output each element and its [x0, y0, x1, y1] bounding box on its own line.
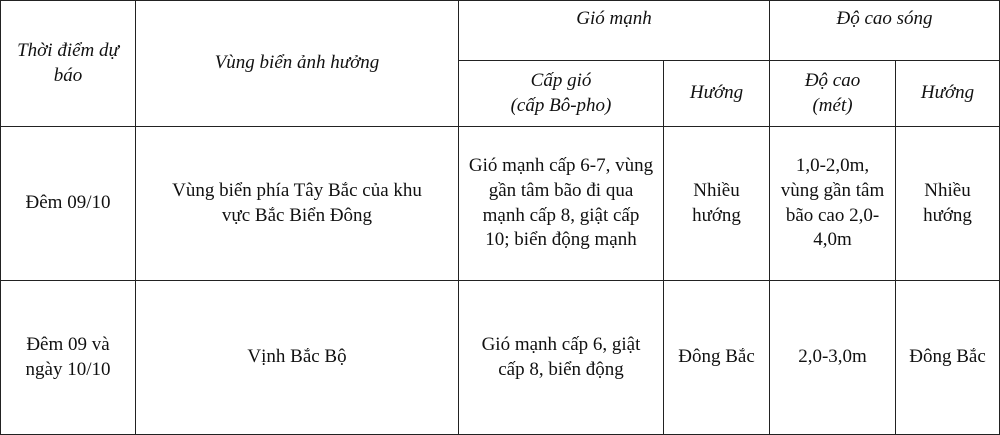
- header-wave-height-line2: (mét): [812, 94, 853, 116]
- cell-wind-direction: [664, 127, 770, 281]
- cell-time: [1, 281, 136, 435]
- cell-wind-level: [459, 281, 664, 435]
- cell-area: Vịnh Bắc Bộ: [136, 281, 459, 435]
- header-wind-group-label: Gió mạnh: [576, 8, 652, 29]
- header-time: [1, 1, 136, 127]
- header-wave-group: [770, 1, 1000, 61]
- table-row: [1, 127, 1000, 281]
- cell-wind-level-text: Gió mạnh cấp 6-7, vùng gần tâm bão đi qua mạnh cấp 8, giật cấp 10; biển động mạnh: [468, 155, 654, 251]
- header-wave-direction-label: Hướng: [920, 82, 975, 104]
- table-row: [1, 281, 1000, 435]
- cell-wave-height: [770, 127, 896, 281]
- cell-wave-direction: Đông Bắc: [896, 281, 1000, 435]
- cell-time-text: Đêm 09 và ngày 10/10: [25, 333, 111, 380]
- cell-time: Đêm 09/10: [1, 127, 136, 281]
- header-wave-height-line1: Độ cao: [804, 69, 861, 91]
- cell-wind-direction-text: Nhiều hướng: [692, 179, 741, 226]
- header-wind-level-line2: (cấp Bô-pho): [510, 94, 612, 116]
- cell-wind-level: [459, 127, 664, 281]
- cell-wind-level-text: Gió mạnh cấp 6, giật cấp 8, biển động: [481, 333, 641, 380]
- header-wind-level-line1: Cấp gió: [530, 69, 592, 91]
- cell-wave-direction: [896, 127, 1000, 281]
- cell-wind-direction: Đông Bắc: [664, 281, 770, 435]
- header-wave-group-label: Độ cao sóng: [836, 8, 933, 29]
- cell-wave-direction-text: Nhiều hướng: [923, 179, 972, 226]
- header-wind-group: [459, 1, 770, 61]
- header-wave-height: [770, 61, 896, 127]
- header-row-group: [1, 1, 1000, 61]
- header-wind-direction: [664, 61, 770, 127]
- cell-area: [136, 127, 459, 281]
- header-wind-direction-label: Hướng: [689, 82, 744, 104]
- cell-area-text: Vùng biển phía Tây Bắc của khu vực Bắc Biển Đông: [172, 179, 422, 226]
- header-time-label: Thời điểm dự báo: [17, 39, 119, 86]
- header-wind-level: [459, 61, 664, 127]
- cell-wave-height-text: 1,0-2,0m, vùng gần tâm bão cao 2,0-4,0m: [780, 155, 885, 251]
- header-wave-direction: [896, 61, 1000, 127]
- header-area: [136, 1, 459, 127]
- cell-wave-height: 2,0-3,0m: [770, 281, 896, 435]
- header-area-label: Vùng biển ảnh hưởng: [214, 52, 380, 74]
